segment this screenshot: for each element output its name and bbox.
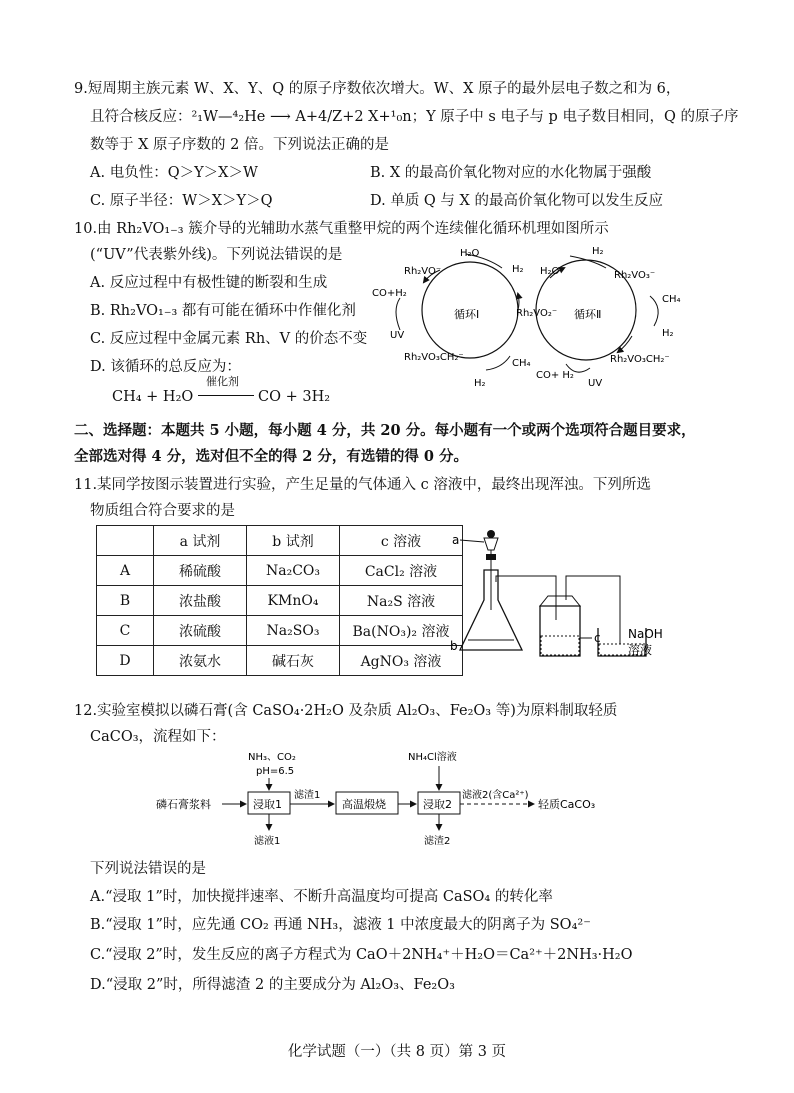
table-cell: A <box>97 556 154 586</box>
q9-option-d: D. 单质 Q 与 X 的最高价氧化物可以发生反应 <box>370 193 663 209</box>
q10-equation-condition: 催化剂 <box>206 375 239 388</box>
wash-bottle <box>540 606 580 656</box>
table-header-cell: c 溶液 <box>340 526 463 556</box>
q10-equation-right: CO + 3H₂ <box>258 389 331 405</box>
table-cell: 浓硫酸 <box>154 616 247 646</box>
q9-line1: 9.短周期主族元素 W、X、Y、Q 的原子序数依次增大。W、X 原子的最外层电子数之和为 6， <box>74 81 681 97</box>
flow-filtrate-1: 滤液1 <box>254 836 281 847</box>
q12-option-c: C.“浸取 2”时，发生反应的离子方程式为 CaO＋2NH₄⁺＋H₂O＝Ca²⁺＋2NH₃·H₂O <box>90 947 633 963</box>
label-b: b <box>450 639 458 653</box>
label-cycle2: 循环Ⅱ <box>574 308 602 321</box>
flow-box-1-label: 浸取1 <box>253 798 282 811</box>
flow-box-2-label: 高温煅烧 <box>342 798 386 811</box>
table-cell: 碱石灰 <box>247 646 340 676</box>
q10-option-c: C. 反应过程中金属元素 Rh、V 的价态不变 <box>90 331 368 347</box>
flow-start: 磷石膏浆料 <box>156 798 211 811</box>
table-row <box>97 586 463 616</box>
table-row <box>97 616 463 646</box>
label-left-h2: H₂ <box>512 264 524 275</box>
label-right-h2o: H₂O <box>540 266 560 277</box>
table-header-cell: a 试剂 <box>154 526 247 556</box>
table-cell: Ba(NO₃)₂ 溶液 <box>340 616 463 646</box>
label-right-ch4: CH₄ <box>662 294 681 305</box>
label-naoh-solution: 溶液 <box>628 643 653 657</box>
table-row <box>97 556 463 586</box>
bottle-neck <box>540 596 580 606</box>
table-header-cell: b 试剂 <box>247 526 340 556</box>
flow-box-1-ph: pH=6.5 <box>256 766 295 777</box>
dropping-funnel <box>484 538 498 550</box>
q11-options-table <box>96 525 463 676</box>
table-cell: 稀硫酸 <box>154 556 247 586</box>
table-cell: CaCl₂ 溶液 <box>340 556 463 586</box>
q12-ask: 下列说法错误的是 <box>90 861 206 877</box>
table-cell: AgNO₃ 溶液 <box>340 646 463 676</box>
table-cell: Na₂CO₃ <box>247 556 340 586</box>
q12-option-a: A.“浸取 1”时，加快搅拌速率、不断升高温度均可提高 CaSO₄ 的转化率 <box>90 889 553 905</box>
q9-option-c: C. 原子半径：W＞X＞Y＞Q <box>90 193 273 209</box>
label-right-h2-side: H₂ <box>662 328 674 339</box>
q10-option-a: A. 反应过程中有极性键的断裂和生成 <box>90 275 328 291</box>
q10-equation-arrow <box>198 395 254 396</box>
funnel-stopper <box>487 530 495 538</box>
label-c: c <box>594 631 601 645</box>
q10-line2: (“UV”代表紫外线)。下列说法错误的是 <box>90 247 343 263</box>
label-right-bottom: Rh₂VO₃CH₂⁻ <box>610 354 670 365</box>
arrow-right-bottom <box>618 336 632 352</box>
uv-in-left <box>396 298 400 330</box>
flow-box-3-reagent: NH₄Cl溶液 <box>408 752 457 763</box>
label-right-co-h2: CO+ H₂ <box>536 370 574 381</box>
funnel-valve <box>486 554 496 560</box>
page-footer: 化学试题（一）（共 8 页）第 3 页 <box>287 1044 507 1060</box>
label-right-uv: UV <box>588 378 603 389</box>
flow-box-3-label: 浸取2 <box>423 798 452 811</box>
label-right-top: Rh₂VO₃⁻ <box>614 270 656 281</box>
ch4-in-right <box>650 296 658 326</box>
table-cell: C <box>97 616 154 646</box>
section2-line1: 二、选择题：本题共 5 小题，每小题 4 分，共 20 分。每小题有一个或两个选项符合题目要求， <box>74 422 696 439</box>
label-a: a <box>452 533 460 547</box>
q10-line1: 10.由 Rh₂VO₁₋₃ 簇介导的光辅助水蒸气重整甲烷的两个连续催化循环机理如图所示 <box>74 221 609 237</box>
flow-box-1-reagents: NH₃、CO₂ <box>248 752 296 763</box>
label-left-h2o: H₂O <box>460 248 480 259</box>
ch4-in-left <box>486 356 510 370</box>
table-cell: KMnO₄ <box>247 586 340 616</box>
table-cell: 浓盐酸 <box>154 586 247 616</box>
flow-filtrate-2: 滤液2(含Ca²⁺) <box>462 790 529 801</box>
flow-end: 轻质CaCO₃ <box>538 798 596 811</box>
q10-equation-left: CH₄ + H₂O <box>112 389 194 405</box>
label-left-ch4: CH₄ <box>512 358 531 369</box>
table-cell: Na₂S 溶液 <box>340 586 463 616</box>
table-cell: 浓氨水 <box>154 646 247 676</box>
label-naoh: NaOH <box>628 627 663 641</box>
label-right-h2-top: H₂ <box>592 246 604 257</box>
section2-line2: 全部选对得 4 分，选对但不全的得 2 分，有选错的得 0 分。 <box>74 448 469 465</box>
table-header-cell <box>97 526 154 556</box>
q9-line3: 数等于 X 原子序数的 2 倍。下列说法正确的是 <box>90 137 389 153</box>
label-left-bottom: Rh₂VO₃CH₂⁻ <box>404 352 464 363</box>
label-cycle1: 循环Ⅰ <box>454 308 480 321</box>
table-header-row <box>97 526 463 556</box>
solution-c <box>541 636 579 655</box>
label-left-top: Rh₂VO⁻ <box>404 266 442 277</box>
label-line-a <box>460 540 484 542</box>
q9-option-a: A. 电负性：Q＞Y＞X＞W <box>90 165 258 181</box>
label-left-co-h2: CO+H₂ <box>372 288 407 299</box>
q10-option-d: D. 该循环的总反应为： <box>90 359 241 375</box>
q12-option-b: B.“浸取 1”时，应先通 CO₂ 再通 NH₃，滤液 1 中浓度最大的阴离子为 SO₄²⁻ <box>90 917 591 933</box>
q9-line2: 且符合核反应：²₁W—⁴₂He ⟶ A+4/Z+2 X+¹₀n；Y 原子中 s 电子与 p 电子数目相同，Q 的原子序 <box>90 109 739 125</box>
q12-line2: CaCO₃，流程如下： <box>90 729 226 745</box>
flow-residue-1: 滤渣1 <box>294 790 321 801</box>
q12-process-flow <box>150 748 650 848</box>
delivery-tube-2 <box>566 576 620 644</box>
q9-option-b: B. X 的最高价氧化物对应的水化物属于强酸 <box>370 165 652 181</box>
table-cell: D <box>97 646 154 676</box>
table-row <box>97 646 463 676</box>
label-left-uv: UV <box>390 330 405 341</box>
flow-residue-2: 滤渣2 <box>424 836 451 847</box>
q11-line2: 物质组合符合要求的是 <box>90 503 235 519</box>
label-mid: Rh₂VO₂⁻ <box>516 308 558 319</box>
q10-cycle-diagram <box>370 238 700 398</box>
q11-line1: 11.某同学按图示装置进行实验，产生足量的气体通入 c 溶液中，最终出现浑浊。下列所选 <box>74 477 651 493</box>
table-cell: Na₂SO₃ <box>247 616 340 646</box>
q12-line1: 12.实验室模拟以磷石膏(含 CaSO₄·2H₂O 及杂质 Al₂O₃、Fe₂O₃ 等)为原料制取轻质 <box>74 703 618 719</box>
label-left-bottom-h2: H₂ <box>474 378 486 389</box>
q10-option-b: B. Rh₂VO₁₋₃ 都有可能在循环中作催化剂 <box>90 303 356 319</box>
q12-option-d: D.“浸取 2”时，所得滤渣 2 的主要成分为 Al₂O₃、Fe₂O₃ <box>90 977 455 993</box>
table-cell: B <box>97 586 154 616</box>
q11-apparatus-diagram <box>450 520 680 670</box>
